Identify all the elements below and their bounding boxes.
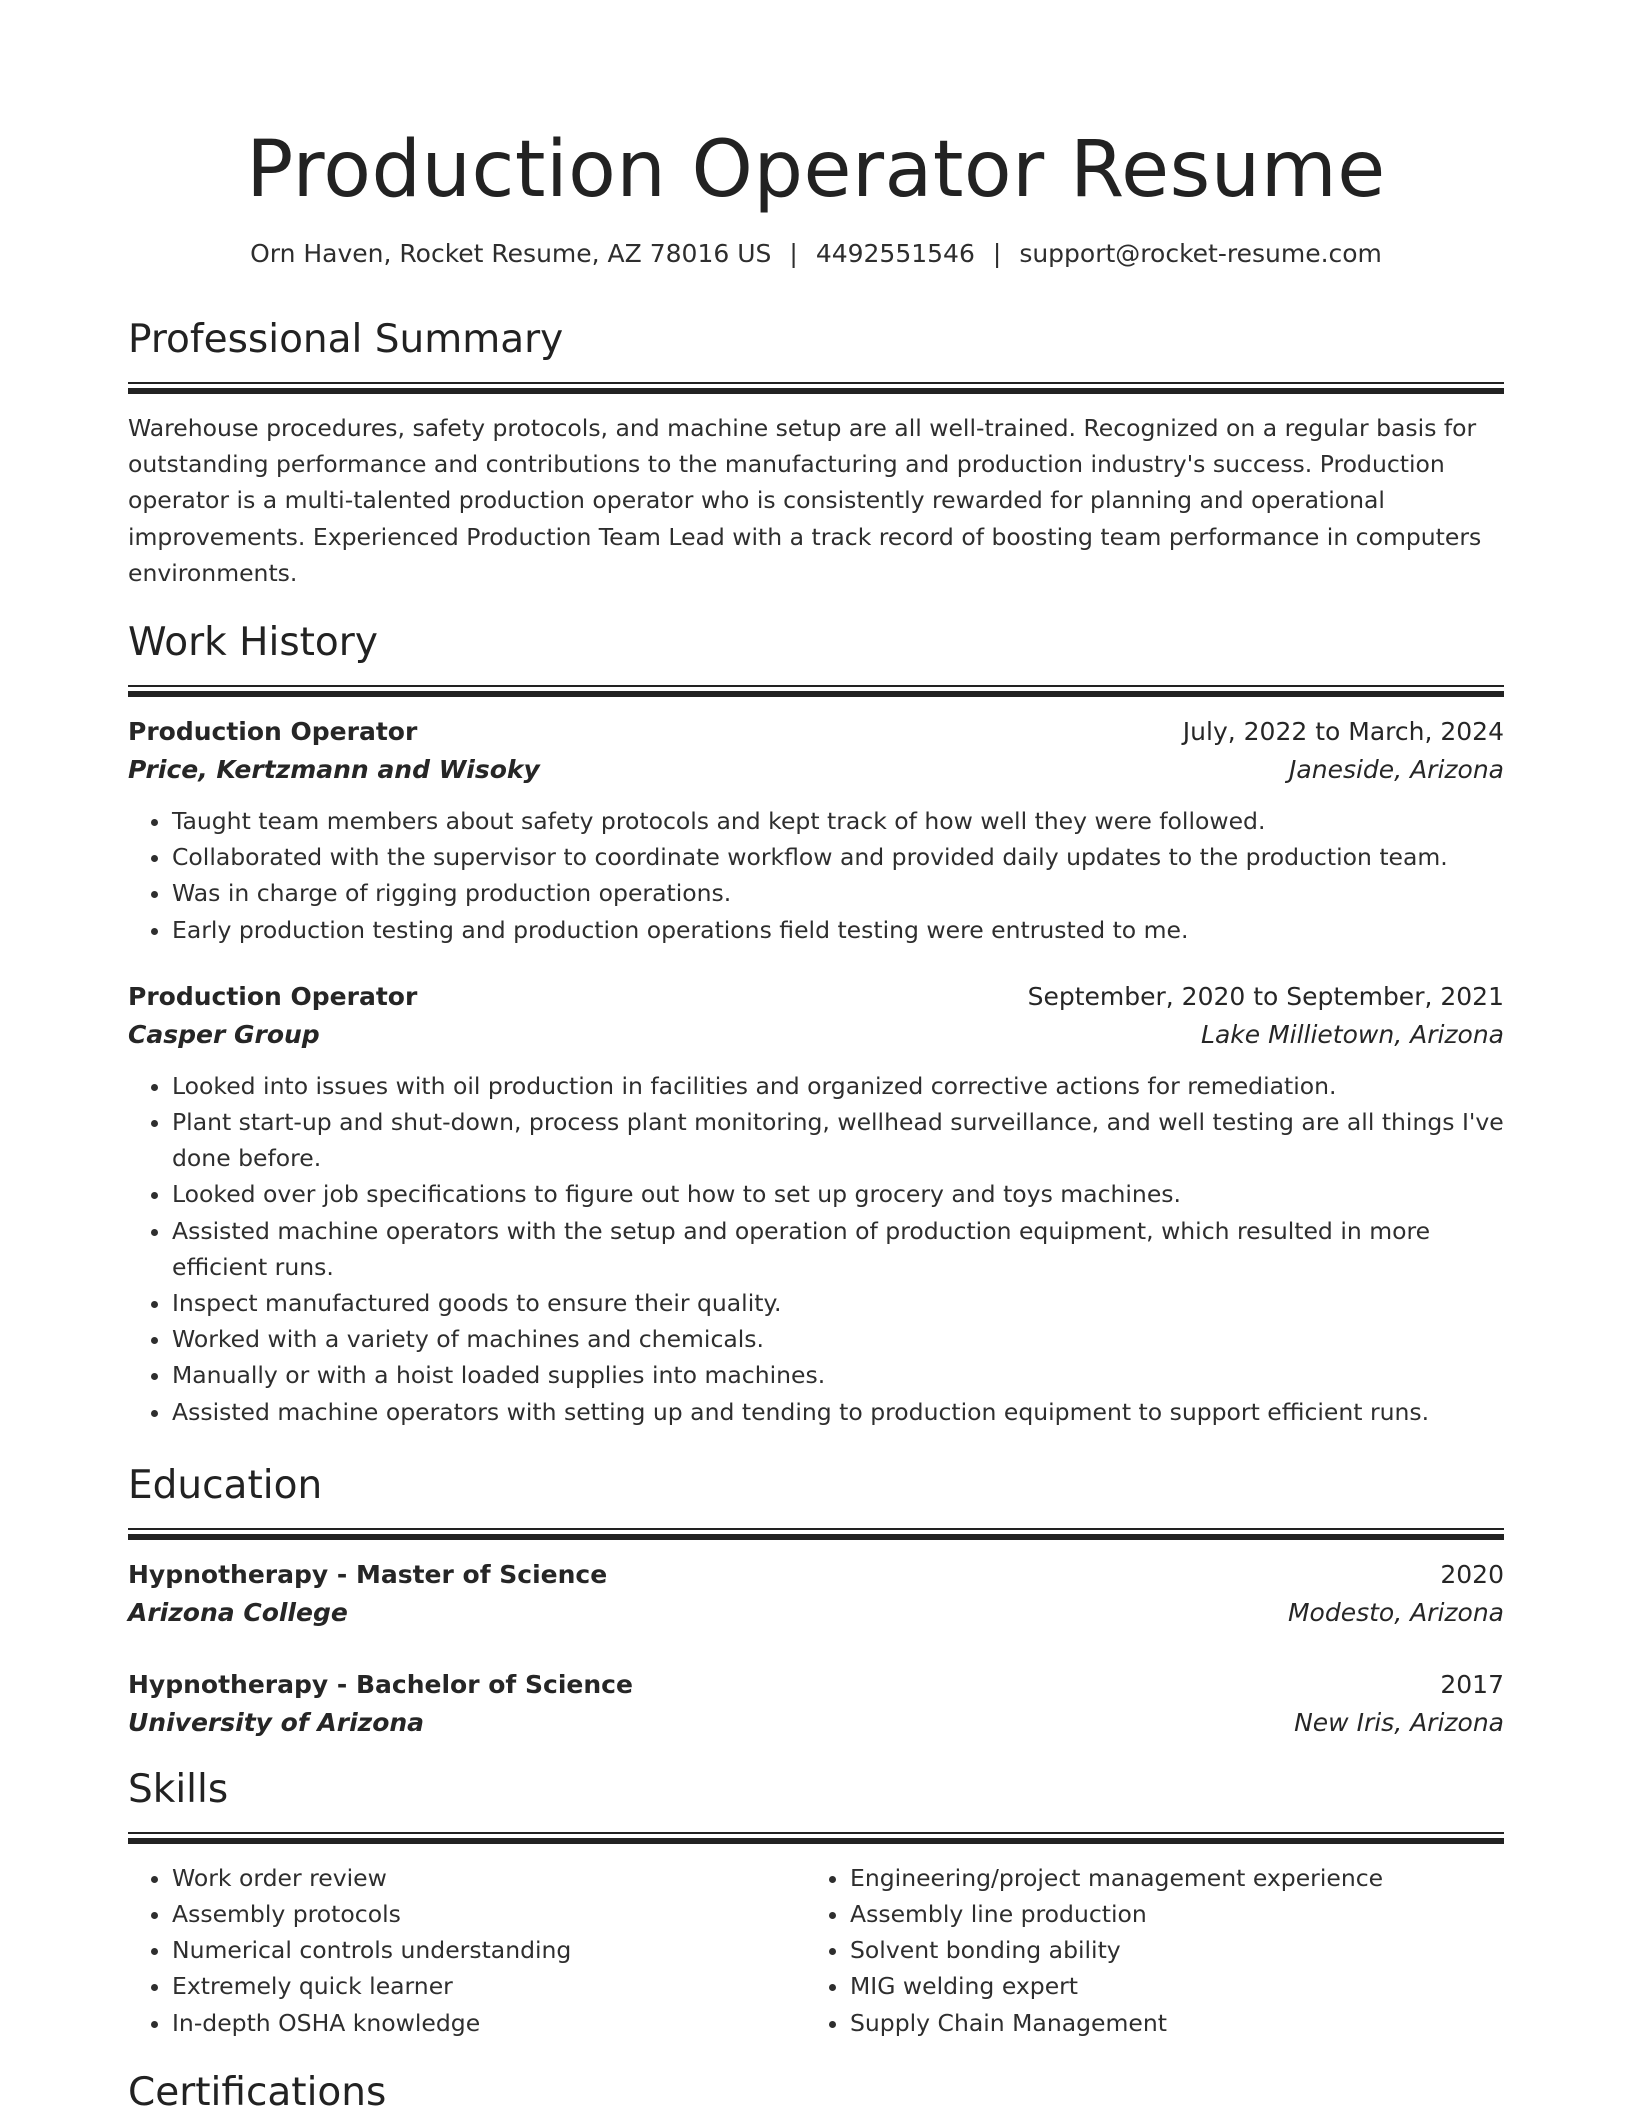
job-bullet: • Inspect manufactured goods to ensure their quality.: [172, 1285, 1504, 1321]
education-degree: Hypnotherapy - Master of Science: [128, 1559, 608, 1589]
job-title: Production Operator: [128, 981, 418, 1011]
resume-title: Production Operator Resume: [246, 125, 1386, 215]
job-bullet: • Assisted machine operators with the setup and operation of production equipment, which resulted in more efficient runs.: [172, 1213, 1504, 1285]
education-year: 2017: [1440, 1669, 1504, 1699]
section-heading-work-history: Work History: [128, 620, 378, 666]
skill-item: • Engineering/project management experience: [850, 1860, 1484, 1896]
skills-columns: [128, 1860, 1504, 2041]
job-bullet: • Looked over job specifications to figure out how to set up grocery and toys machines.: [172, 1176, 1504, 1212]
contact-separator: |: [789, 239, 798, 268]
job-dates: September, 2020 to September, 2021: [1027, 981, 1504, 1011]
education-school: University of Arizona: [128, 1707, 425, 1737]
contact-address: Orn Haven, Rocket Resume, AZ 78016 US: [250, 239, 772, 268]
skill-item: • Assembly protocols: [172, 1896, 806, 1932]
skill-item: • Numerical controls understanding: [172, 1932, 806, 1968]
section-heading-certifications: Certifications: [128, 2069, 387, 2115]
skills-list-left: [128, 1860, 806, 2041]
skill-item: • In-depth OSHA knowledge: [172, 2005, 806, 2041]
education-section: [128, 1460, 1504, 1742]
job-bullet: • Was in charge of rigging production operations.: [172, 875, 1504, 911]
job-bullet: • Collaborated with the supervisor to coordinate workflow and provided daily updates to the production team.: [172, 839, 1504, 875]
job-company: Price, Kertzmann and Wisoky: [128, 755, 540, 785]
skills-section: [128, 1764, 1504, 2041]
job-bullet: • Plant start-up and shut-down, process plant monitoring, wellhead surveillance, and well testing are all things I've done before.: [172, 1104, 1504, 1176]
job-bullet: • Taught team members about safety protocols and kept track of how well they were followed.: [172, 803, 1504, 839]
job-bullet: • Early production testing and production operations field testing were entrusted to me.: [172, 912, 1504, 948]
skill-item: • Solvent bonding ability: [850, 1932, 1484, 1968]
job-bullet-list: [128, 1068, 1504, 1430]
job-title: Production Operator: [128, 717, 418, 747]
resume-page: [128, 0, 1504, 2119]
contact-line: [128, 236, 1504, 272]
education-year: 2020: [1440, 1559, 1504, 1589]
job-company-row: [128, 1016, 1504, 1054]
job-bullet: • Manually or with a hoist loaded supplies into machines.: [172, 1357, 1504, 1393]
job-company-row: [128, 751, 1504, 789]
section-divider: [128, 382, 1504, 394]
job-dates: July, 2022 to March, 2024: [1182, 717, 1504, 747]
section-divider: [128, 1528, 1504, 1540]
skill-item: • Supply Chain Management: [850, 2005, 1484, 2041]
job-company: Casper Group: [128, 1019, 320, 1049]
job-location: Lake Millietown, Arizona: [1201, 1019, 1504, 1049]
section-divider: [128, 1832, 1504, 1844]
contact-email: support@rocket-resume.com: [1019, 239, 1382, 268]
section-divider: [128, 685, 1504, 697]
education-school-row: [128, 1704, 1504, 1742]
summary-section: [128, 314, 1504, 591]
education-entry: [128, 1556, 1504, 1632]
job-bullet-list: [128, 803, 1504, 948]
job-location: Janeside, Arizona: [1289, 755, 1504, 785]
education-header-row: [128, 1556, 1504, 1594]
summary-text: Warehouse procedures, safety protocols, and machine setup are all well-trained. Recognized on a regular basis for outstanding performance and contributions to the manufacturing and production industry's success. Production operator is a multi-talented production operator who is consistently rewarded for planning and operational improvements. Experienced Production Team Lead with a track record of boosting team performance in computers environments.: [128, 414, 1482, 587]
job-bullet: • Looked into issues with oil production in facilities and organized corrective actions for remediation.: [172, 1068, 1504, 1104]
skill-item: • Extremely quick learner: [172, 1968, 806, 2004]
section-heading-education: Education: [128, 1462, 323, 1508]
job-entry: [128, 978, 1504, 1430]
skills-list-right: [806, 1860, 1484, 2041]
education-school: Arizona College: [128, 1597, 348, 1627]
job-entry: [128, 713, 1504, 948]
job-bullet: • Assisted machine operators with setting up and tending to production equipment to support efficient runs.: [172, 1394, 1504, 1430]
education-location: New Iris, Arizona: [1294, 1707, 1504, 1737]
skill-item: • Work order review: [172, 1860, 806, 1896]
education-school-row: [128, 1594, 1504, 1632]
education-entry: [128, 1666, 1504, 1742]
work-history-section: [128, 617, 1504, 1430]
education-degree: Hypnotherapy - Bachelor of Science: [128, 1669, 633, 1699]
education-header-row: [128, 1666, 1504, 1704]
contact-phone: 4492551546: [815, 239, 975, 268]
education-location: Modesto, Arizona: [1287, 1597, 1504, 1627]
section-heading-summary: Professional Summary: [128, 317, 564, 362]
job-bullet: • Worked with a variety of machines and chemicals.: [172, 1321, 1504, 1357]
certifications-section: [128, 2067, 1504, 2119]
section-heading-skills: Skills: [128, 1766, 229, 1812]
skill-item: • MIG welding expert: [850, 1968, 1484, 2004]
job-header-row: [128, 713, 1504, 751]
job-header-row: [128, 978, 1504, 1016]
skill-item: • Assembly line production: [850, 1896, 1484, 1932]
contact-separator: |: [992, 239, 1002, 268]
